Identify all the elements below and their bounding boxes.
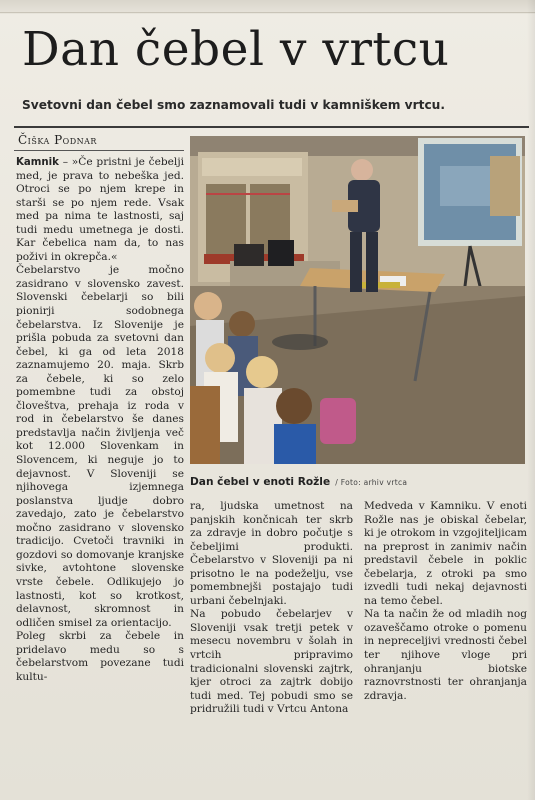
text-column-3 [364, 500, 527, 703]
paragraph: Medveda v Kamniku. V enoti Rožle nas je obiskal čebelar, ki je otrokom in vzgojiteljicam na preprost in zanimiv način predstavil čebele in poklic čebelarja, z otroki pa smo izvedli tudi nekaj dejavnosti na temo čebel. [364, 500, 527, 607]
subheadline: Svetovni dan čebel smo zaznamovali tudi v kamniškem vrtcu. [22, 98, 445, 112]
paragraph: Čebelarstvo je močno zasidrano v slovensko zavest. Slovenski čebelarji so bili pionirji sodobnega čebelarstva. Iz Slovenije je prišla pobuda za svetovni dan čebel, ki ga od leta 2018 zaznamujemo 20. maja. Skrb za čebele, ki so zelo pomembne tudi za obstoj človeštva, prehaja iz roda v rod in čebelarstvo še danes predstavlja način življenja več kot 12.000 Slovenkam in Slovencem, ki neguje jo to dejavnost. V Sloveniji se njihovega izjemnega poslanstva ljudje dobro zavedajo, zato je čebelarstvo močno zasidrano v slovensko tradicijo. Cvetoči travniki in gozdovi so domovanje kranjske sivke, avtohtone slovenske vrste čebele. Odlikujejo jo lastnosti, kot so krotkost, delavnost, skromnost in odličen smisel za orientacijo. [16, 264, 184, 629]
fold-line [0, 12, 535, 13]
dateline: Kamnik [16, 157, 59, 168]
text-column-1 [16, 156, 184, 684]
section-rule [14, 126, 529, 128]
paragraph [16, 156, 184, 264]
paper-edge-shadow [527, 0, 535, 800]
paragraph: Na ta način že od mladih nog ozaveščamo otroke o pomenu in nepreceljivi vrednosti čebel ter njihove vloge pri ohranjanju biotske raznovrstnosti ter ohranjanja zdravja. [364, 608, 527, 702]
classroom-photo-illustration [190, 136, 525, 464]
paragraph: ra, ljudska umetnost na panjskih končnicah ter skrb za zdravje in dobro počutje s čebeljimi produkti. Čebelarstvo v Sloveniji pa ni prisotno le na podeželju, vse pomembnejši postajajo tudi urbani čebelnjaki. [190, 500, 353, 607]
byline: Čiška Podnar [18, 133, 97, 147]
photo-caption [190, 470, 525, 489]
byline-rule [14, 150, 184, 151]
paragraph: Poleg skrbi za čebele in pridelavo medu so s čebelarstvom povezane tudi kultu- [16, 630, 184, 683]
article-photo [190, 136, 525, 464]
headline: Dan čebel v vrtcu [22, 22, 450, 77]
photo-credit: / Foto: arhiv vrtca [335, 478, 408, 487]
caption-text: Dan čebel v enoti Rožle [190, 476, 331, 488]
paragraph: Na pobudo čebelarjev v Sloveniji vsak tretji petek v mesecu novembru v šolah in vrtcih pripravimo tradicionalni slovenski zajtrk, kjer otroci za zajtrk dobijo tudi med. Tej pobudi smo se pridružili tudi v Vrtcu Antona [190, 608, 353, 716]
paragraph-text: – »Če pristni je čebelji med, je prava to nebeška jed. Otroci se po njem krepe in starši se po njem rede. Vsak med pa nima te lastnosti, saj tudi medu umetnega je dosti. Kar čebelica nam da, to nas poživi in okrepča.« [16, 156, 184, 263]
text-column-2 [190, 500, 353, 717]
